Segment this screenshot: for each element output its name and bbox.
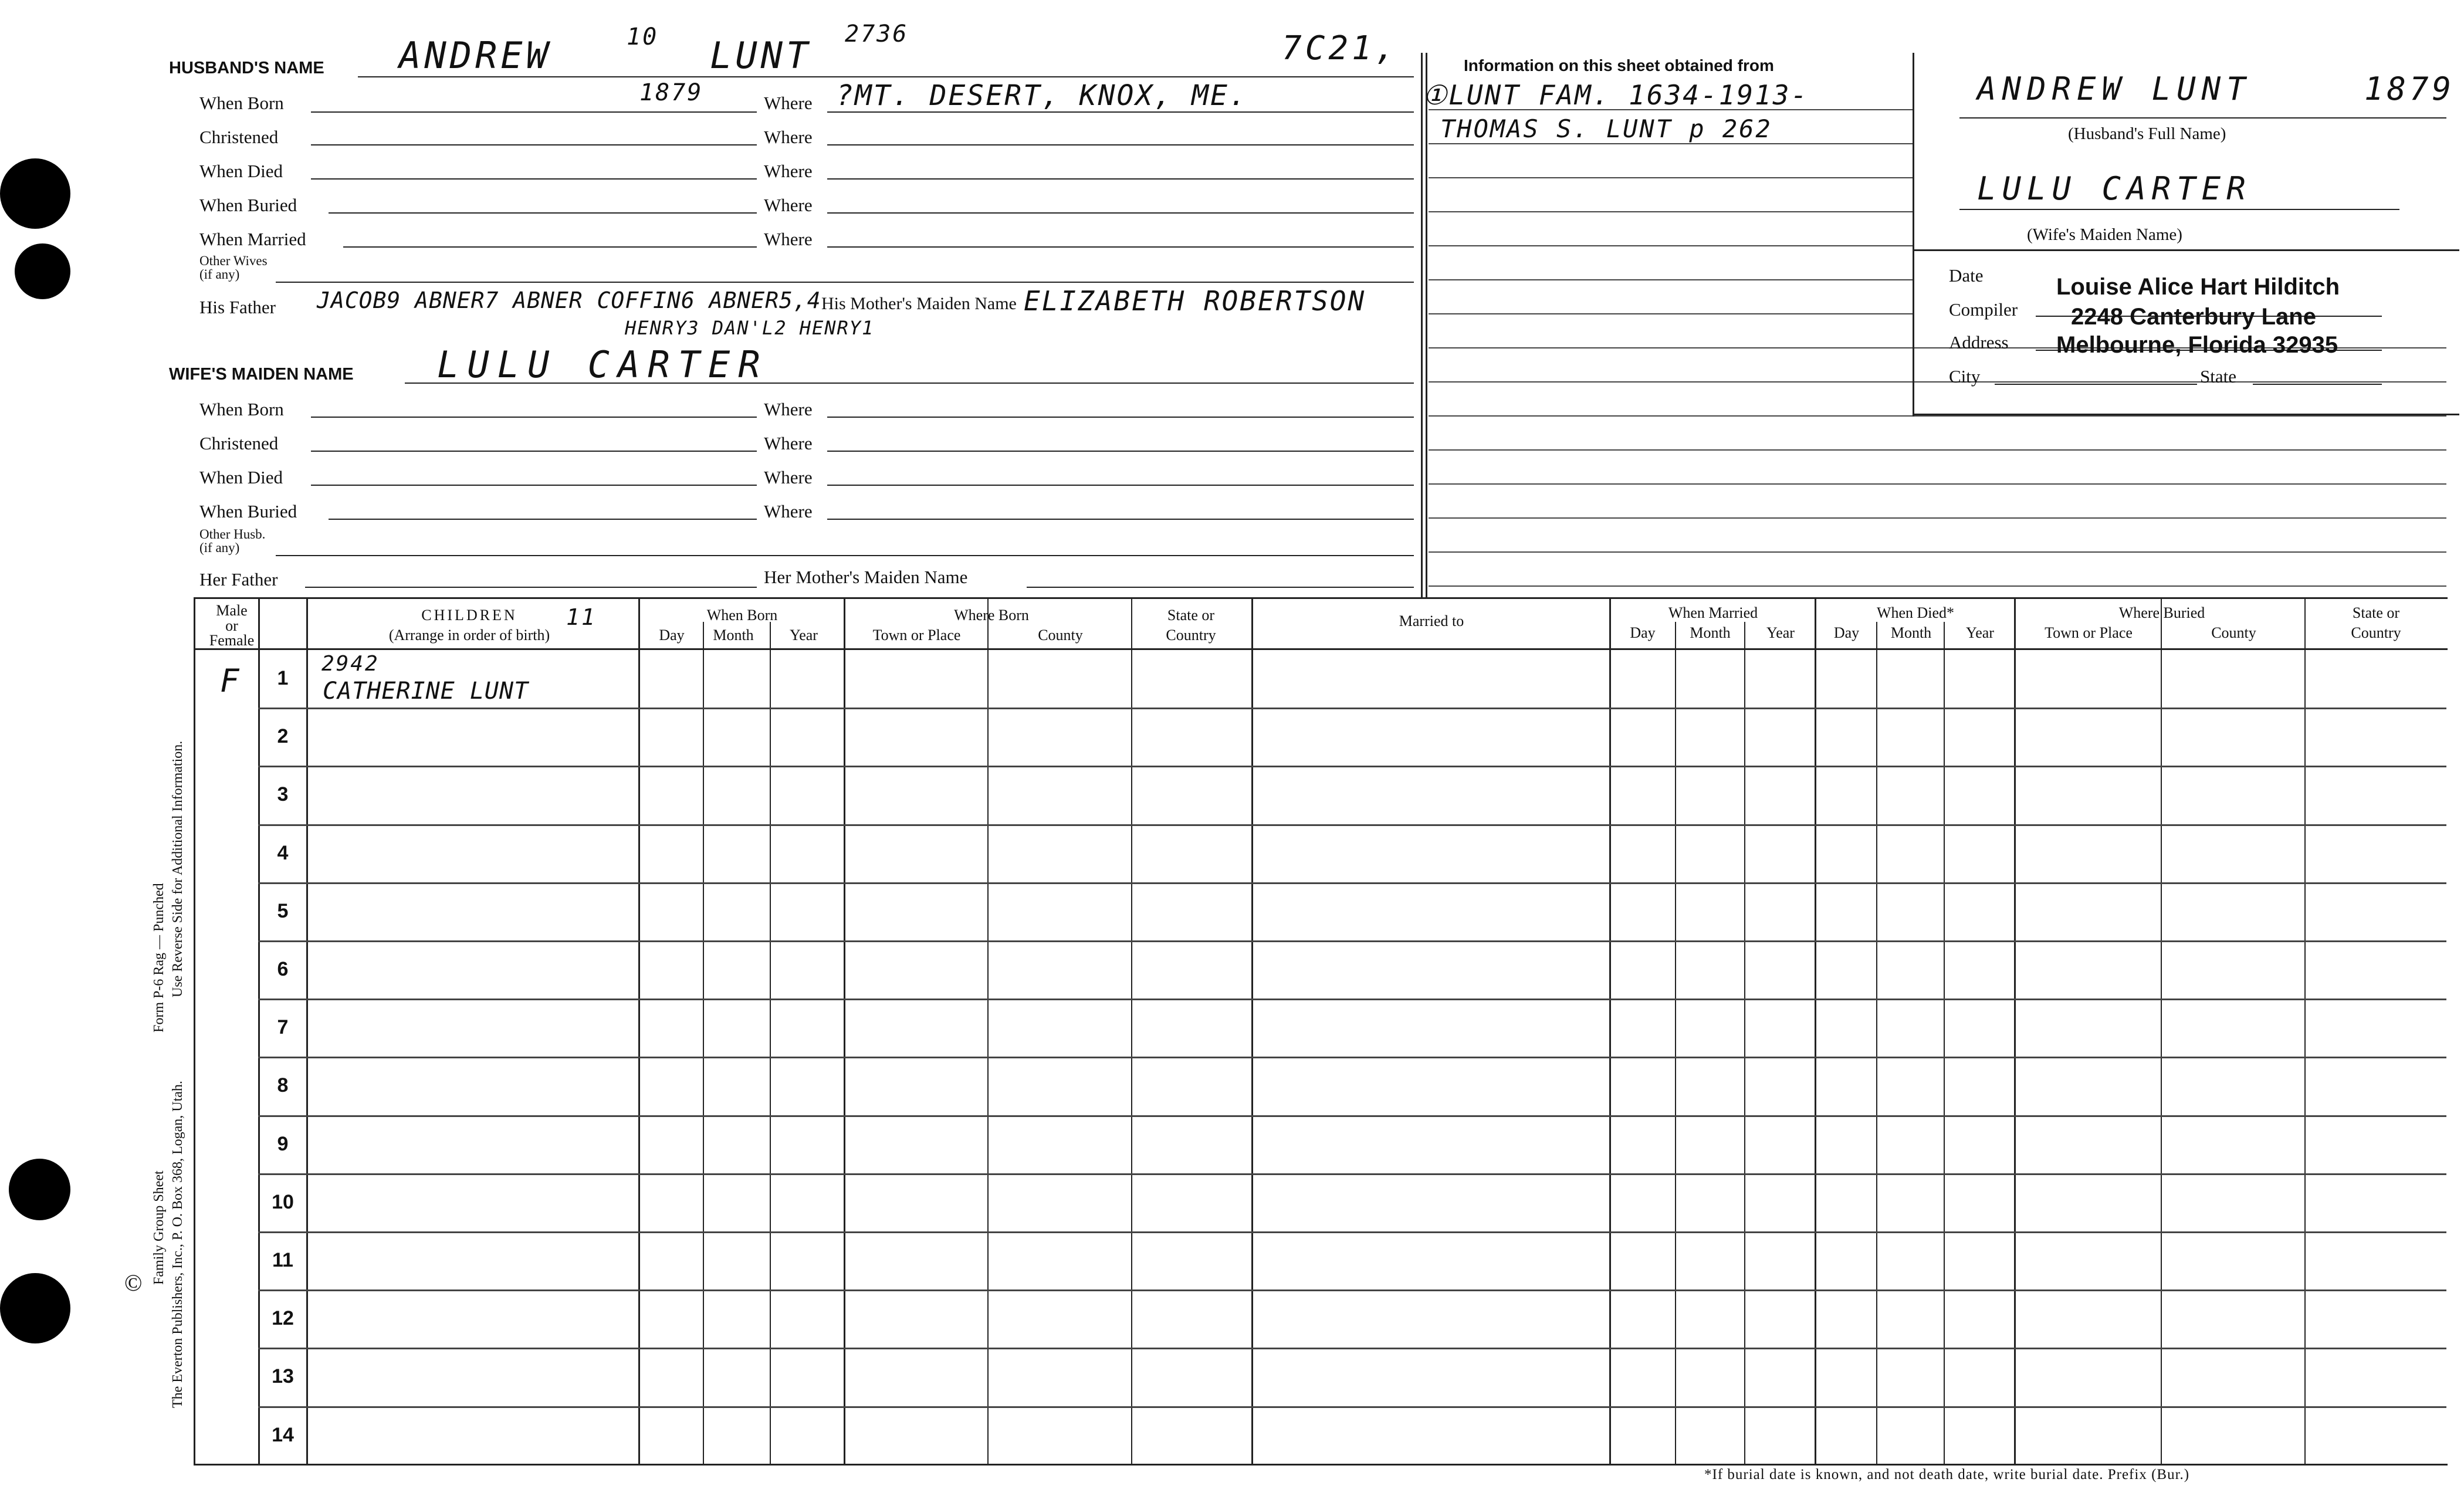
info-header: Information on this sheet obtained from — [1464, 56, 1774, 75]
info-rule-line — [1429, 313, 1913, 314]
wife-mother-line — [1027, 587, 1414, 588]
wife-buried-where-label: Where — [764, 501, 813, 522]
summary-box-top — [1914, 249, 2459, 251]
summary-city-label: City — [1949, 366, 1981, 387]
husband-gen-number: 10 — [627, 23, 659, 50]
wife-christened-line — [311, 451, 757, 452]
summary-box-bottom — [1914, 414, 2459, 415]
table-column-divider — [1944, 622, 1945, 1464]
table-column-divider — [2161, 597, 2162, 1464]
info-source-2: THOMAS S. LUNT p 262 — [1440, 114, 1772, 143]
wife-buried-label: When Buried — [199, 501, 297, 522]
hdr-children-sub: (Arrange in order of birth) — [388, 627, 550, 644]
summary-wife-caption: (Wife's Maiden Name) — [2027, 225, 2182, 244]
hdr-died-year: Year — [1966, 624, 1994, 641]
husband-name-label: HUSBAND'S NAME — [169, 59, 324, 77]
table-bottom — [194, 1464, 2448, 1465]
table-row-divider — [258, 766, 2446, 767]
hdr-died-day: Day — [1833, 624, 1860, 641]
husband-buried-where-line — [827, 212, 1414, 214]
table-row-divider — [258, 940, 2446, 942]
hdr-born-town: Town or Place — [872, 627, 961, 644]
hdr-married-day: Day — [1630, 624, 1656, 641]
other-husb-line — [276, 555, 1414, 556]
husband-mother-label: His Mother's Maiden Name — [821, 294, 1017, 313]
summary-compiler-label: Compiler — [1949, 299, 2018, 320]
hdr-died-month: Month — [1890, 624, 1932, 641]
row-number: 11 — [272, 1249, 293, 1271]
child-sex: F — [220, 662, 243, 699]
row-number: 3 — [277, 783, 289, 806]
info-rule-line — [1429, 551, 2446, 553]
husband-born-value: 1879 — [639, 79, 703, 106]
children-count: 11 — [566, 604, 597, 630]
table-column-divider — [258, 597, 260, 1464]
info-divider-left — [1421, 53, 1423, 598]
wife-name-label: WIFE'S MAIDEN NAME — [169, 365, 354, 384]
row-number: 12 — [272, 1307, 294, 1330]
summary-city-value: Melbourne, Florida 32935 — [2056, 332, 2338, 358]
summary-state-label: State — [2200, 366, 2236, 387]
wife-mother-label: Her Mother's Maiden Name — [764, 567, 968, 587]
husband-mother-value: ELIZABETH ROBERTSON — [1024, 285, 1366, 317]
table-column-divider — [1815, 597, 1816, 1464]
row-number: 14 — [272, 1423, 294, 1446]
row-number: 2 — [277, 725, 289, 748]
husband-christened-label: Christened — [199, 127, 279, 147]
table-column-divider — [1251, 597, 1253, 1464]
hdr-buried-state-2: Country — [2351, 624, 2401, 641]
wife-born-where-line — [827, 417, 1414, 418]
husband-given-name: ANDREW — [399, 34, 551, 77]
hdr-married-month: Month — [1690, 624, 1731, 641]
husband-born-where-label: Where — [764, 93, 813, 113]
hdr-sex-1: Male — [216, 602, 248, 619]
row-number: 9 — [277, 1132, 289, 1155]
husband-christened-line — [311, 144, 757, 145]
other-wives-sub: (if any) — [199, 267, 240, 282]
row-number: 6 — [277, 958, 289, 980]
hdr-born-day: Day — [659, 627, 685, 644]
table-row-divider — [258, 1289, 2446, 1291]
row-number: 10 — [272, 1190, 294, 1213]
summary-date-label: Date — [1949, 265, 1984, 286]
husband-buried-line — [329, 212, 757, 214]
husband-married-where-line — [827, 246, 1414, 248]
table-column-divider — [1675, 622, 1676, 1464]
husband-married-label: When Married — [199, 229, 306, 249]
summary-husband-year: 1879 — [2364, 70, 2455, 107]
wife-buried-where-line — [827, 519, 1414, 520]
summary-divider — [1913, 53, 1914, 417]
binder-hole — [0, 158, 70, 229]
info-rule-line — [1429, 109, 1913, 110]
child-name: CATHERINE LUNT — [323, 678, 529, 705]
hdr-when-married: When Married — [1668, 604, 1758, 621]
row-number: 1 — [277, 667, 289, 689]
side-text-form: Form P-6 Rag — Punched — [151, 883, 167, 1033]
hdr-where-buried: Where Buried — [2118, 604, 2205, 621]
husband-died-where-line — [827, 178, 1414, 180]
row-number: 4 — [277, 841, 289, 864]
summary-address-value: 2248 Canterbury Lane — [2071, 304, 2316, 330]
summary-wife-line — [1959, 209, 2399, 210]
summary-compiler-value: Louise Alice Hart Hilditch — [2056, 274, 2340, 300]
hdr-born-state-2: Country — [1166, 627, 1216, 644]
binder-hole — [0, 1273, 70, 1343]
wife-father-label: Her Father — [199, 569, 278, 590]
husband-christened-where-line — [827, 144, 1414, 145]
summary-husband-caption: (Husband's Full Name) — [2068, 124, 2226, 143]
table-row-divider — [258, 708, 2446, 709]
wife-name-value: LULU CARTER — [437, 343, 769, 386]
info-rule-line — [1429, 449, 2446, 451]
info-rule-line — [1429, 415, 2446, 417]
table-column-divider — [770, 622, 771, 1464]
table-row-divider — [258, 1115, 2446, 1117]
table-column-divider — [638, 597, 640, 1464]
table-row-divider — [258, 1057, 2446, 1058]
husband-died-where-label: Where — [764, 161, 813, 181]
husband-born-line — [311, 111, 757, 113]
info-rule-line — [1429, 381, 2446, 383]
table-column-divider — [844, 597, 845, 1464]
hdr-buried-state-1: State or — [2352, 604, 2400, 621]
table-row-divider — [258, 824, 2446, 826]
table-top — [194, 597, 2448, 599]
hdr-children: CHILDREN — [421, 607, 517, 624]
table-row-divider — [258, 999, 2446, 1000]
summary-address-label: Address — [1949, 332, 2009, 353]
wife-died-where-line — [827, 485, 1414, 486]
table-column-divider — [1744, 622, 1745, 1464]
info-source-1: ①LUNT FAM. 1634-1913- — [1423, 79, 1809, 111]
binder-hole — [15, 243, 70, 299]
husband-married-where-label: Where — [764, 229, 813, 249]
footer-note: *If burial date is known, and not death date, write burial date. Prefix (Bur.) — [1704, 1467, 2190, 1483]
hdr-sex-3: Female — [209, 632, 255, 649]
husband-died-label: When Died — [199, 161, 283, 181]
husband-father-lineage: HENRY3 DAN'L2 HENRY1 — [625, 317, 875, 339]
hdr-buried-county: County — [2211, 624, 2256, 641]
husband-ref-number: 2736 — [845, 21, 909, 48]
info-rule-line — [1429, 517, 2446, 519]
row-number: 7 — [277, 1016, 289, 1039]
side-text-title: Family Group Sheet — [151, 1170, 167, 1285]
info-rule-line — [1429, 279, 1913, 280]
other-wives-label: Other Wives — [199, 253, 268, 268]
wife-christened-where-label: Where — [764, 433, 813, 453]
husband-born-label: When Born — [199, 93, 284, 113]
hdr-born-state-1: State or — [1167, 607, 1215, 624]
wife-christened-where-line — [827, 451, 1414, 452]
husband-code: 7C21, — [1282, 29, 1399, 67]
table-column-divider — [987, 597, 989, 1464]
hdr-sex-2: or — [225, 617, 238, 634]
info-rule-line — [1429, 245, 1913, 246]
info-rule-line — [1429, 143, 1913, 144]
husband-father-label: His Father — [199, 297, 276, 317]
binder-hole — [9, 1159, 70, 1220]
hdr-born-month: Month — [713, 627, 754, 644]
table-row-divider — [258, 1348, 2446, 1349]
row-number: 13 — [272, 1365, 294, 1388]
hdr-born-county: County — [1038, 627, 1083, 644]
row-number: 5 — [277, 899, 289, 922]
table-row-divider — [258, 1406, 2446, 1408]
wife-died-label: When Died — [199, 467, 283, 488]
other-husb-sub: (if any) — [199, 540, 240, 555]
row-number: 8 — [277, 1074, 289, 1097]
wife-christened-label: Christened — [199, 433, 279, 453]
husband-born-where-value: ?MT. DESERT, KNOX, ME. — [836, 79, 1248, 112]
wife-born-where-label: Where — [764, 399, 813, 419]
table-column-divider — [306, 597, 308, 1464]
hdr-married-to: Married to — [1399, 612, 1464, 629]
hdr-when-born: When Born — [706, 607, 778, 624]
table-column-divider — [2304, 597, 2306, 1464]
wife-born-label: When Born — [199, 399, 284, 419]
copyright-mark: © — [124, 1270, 143, 1296]
hdr-when-died: When Died* — [1876, 604, 1955, 621]
info-rule-line — [1429, 177, 1913, 178]
table-row-divider — [258, 882, 2446, 884]
husband-father-value: JACOB9 ABNER7 ABNER COFFIN6 ABNER5,4 — [317, 287, 821, 313]
table-header-bottom — [194, 648, 2448, 650]
wife-buried-line — [329, 519, 757, 520]
side-text-additional: Use Reverse Side for Additional Information. — [170, 740, 185, 997]
wife-father-line — [305, 587, 757, 588]
husband-surname: LUNT — [710, 34, 812, 77]
table-column-divider — [1876, 622, 1877, 1464]
husband-married-line — [343, 246, 757, 248]
child-ref-number: 2942 — [321, 652, 380, 676]
summary-state-line — [2253, 384, 2382, 385]
info-divider-left-2 — [1426, 53, 1427, 598]
summary-wife-name: LULU CARTER — [1977, 170, 2252, 207]
info-rule-line — [1429, 483, 2446, 485]
other-husb-label: Other Husb. — [199, 527, 266, 541]
table-column-divider — [1131, 597, 1132, 1464]
summary-husband-line — [1959, 117, 2446, 119]
table-column-divider — [2014, 597, 2016, 1464]
summary-husband-name: ANDREW LUNT — [1977, 70, 2252, 107]
table-column-divider — [194, 597, 195, 1464]
table-column-divider — [703, 622, 704, 1464]
hdr-married-year: Year — [1766, 624, 1795, 641]
husband-died-line — [311, 178, 757, 180]
table-row-divider — [258, 1173, 2446, 1175]
info-rule-line — [1429, 211, 1913, 212]
table-row-divider — [258, 1231, 2446, 1233]
hdr-born-year: Year — [790, 627, 818, 644]
husband-buried-label: When Buried — [199, 195, 297, 215]
hdr-where-born: Where Born — [954, 607, 1029, 624]
hdr-buried-town: Town or Place — [2045, 624, 2133, 641]
wife-died-line — [311, 485, 757, 486]
husband-christened-where-label: Where — [764, 127, 813, 147]
info-rule-line — [1429, 585, 2446, 587]
other-wives-line — [276, 282, 1414, 283]
summary-city-line — [1995, 384, 2197, 385]
side-text-publisher: The Everton Publishers, Inc., P. O. Box 368, Logan, Utah. — [170, 1081, 185, 1408]
husband-buried-where-label: Where — [764, 195, 813, 215]
table-column-divider — [1609, 597, 1611, 1464]
wife-born-line — [311, 417, 757, 418]
wife-died-where-label: Where — [764, 467, 813, 488]
